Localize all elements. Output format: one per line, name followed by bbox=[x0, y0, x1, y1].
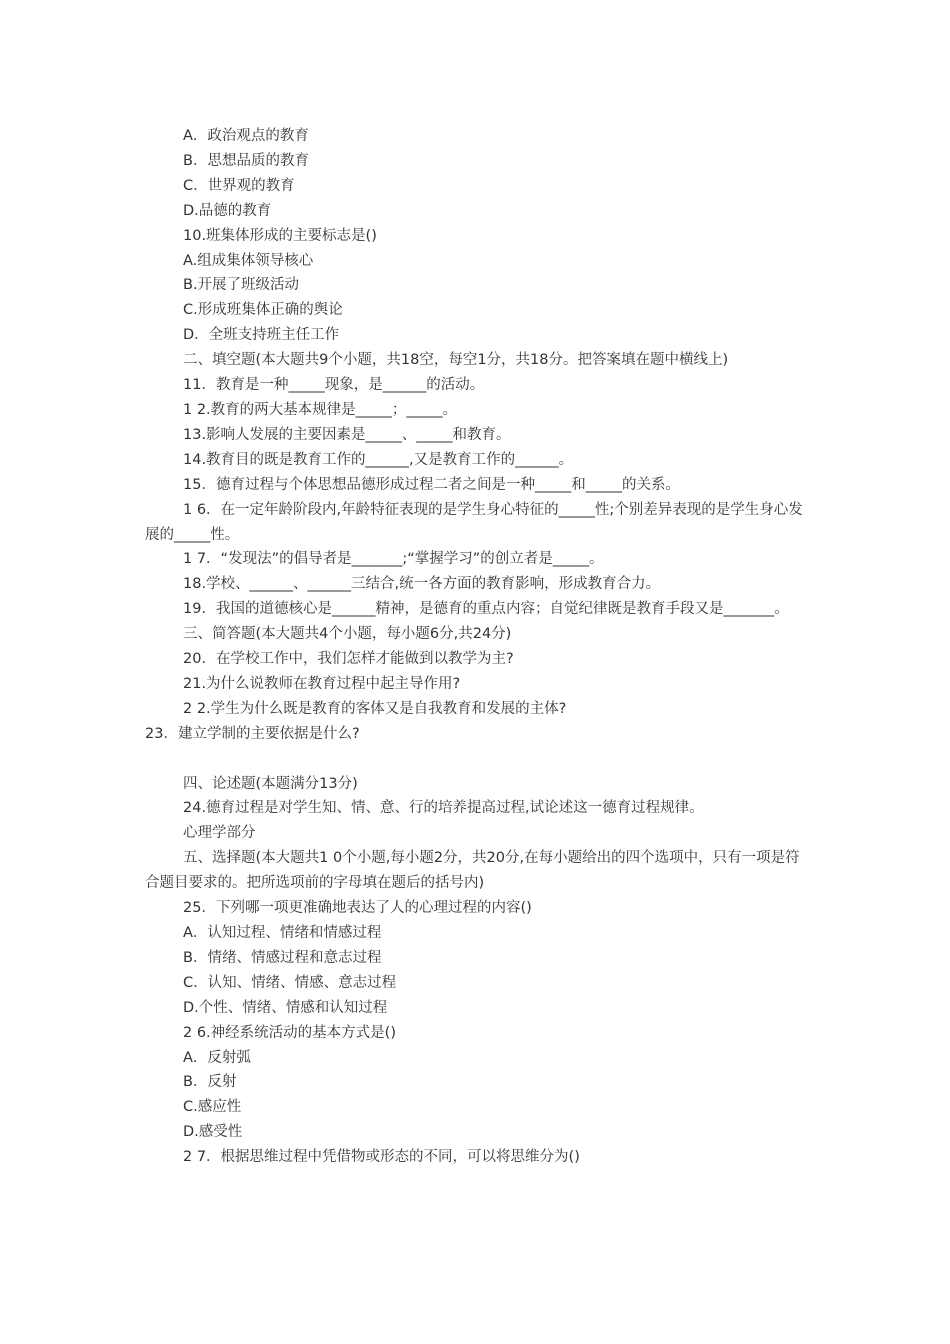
blank-line bbox=[145, 747, 810, 772]
section-2-heading: 二、填空题(本大题共9个小题，共18空，每空1分，共18分。把答案填在题中横线上) bbox=[183, 352, 729, 369]
option-26c: C.感应性 bbox=[183, 1099, 242, 1116]
question-14: 14.教育目的既是教育工作的______,又是教育工作的______。 bbox=[183, 451, 574, 468]
psychology-part-heading: 心理学部分 bbox=[183, 825, 256, 842]
question-26: 2 6.神经系统活动的基本方式是() bbox=[183, 1024, 396, 1041]
document-body bbox=[145, 124, 810, 1170]
question-23: 23．建立学制的主要依据是什么? bbox=[145, 725, 360, 742]
option-26a: A．反射弧 bbox=[183, 1049, 251, 1066]
question-25: 25．下列哪一项更准确地表达了人的心理过程的内容() bbox=[183, 900, 532, 917]
option-25d: D.个性、情绪、情感和认知过程 bbox=[183, 999, 388, 1016]
question-17: 1 7．“发现法”的倡导者是_______;“掌握学习”的创立者是_____。 bbox=[183, 551, 604, 568]
question-11: 11．教育是一种_____现象，是______的活动。 bbox=[183, 377, 485, 394]
option-25b: B．情绪、情感过程和意志过程 bbox=[183, 949, 382, 966]
section-4-heading: 四、论述题(本题满分13分) bbox=[183, 775, 358, 792]
question-10: 10.班集体形成的主要标志是() bbox=[183, 227, 377, 244]
question-20: 20．在学校工作中，我们怎样才能做到以教学为主? bbox=[183, 651, 514, 668]
question-13: 13.影响人发展的主要因素是_____、_____和教育。 bbox=[183, 426, 511, 443]
question-27: 2 7．根据思维过程中凭借物或形态的不同，可以将思维分为() bbox=[183, 1149, 580, 1166]
question-24: 24.德育过程是对学生知、情、意、行的培养提高过程,试论述这一德育过程规律。 bbox=[183, 800, 704, 817]
option-26d: D.感受性 bbox=[183, 1124, 243, 1141]
option-10a: A.组成集体领导核心 bbox=[183, 252, 314, 269]
option-10c: C.形成班集体正确的舆论 bbox=[183, 302, 343, 319]
option-25a: A．认知过程、情绪和情感过程 bbox=[183, 924, 382, 941]
option-9b: B．思想品质的教育 bbox=[183, 152, 309, 169]
question-18: 18.学校、______、______三结合,统一各方面的教育影响，形成教育合力。 bbox=[183, 576, 661, 593]
question-21: 21.为什么说教师在教育过程中起主导作用? bbox=[183, 675, 461, 692]
option-26b: B．反射 bbox=[183, 1074, 237, 1091]
section-5-heading: 五、选择题(本大题共1 0个小题,每小题2分，共20分,在每小题给出的四个选项中，只有一项是符合题目要求的。把所选项前的字母填在题后的括号内) bbox=[145, 850, 800, 892]
option-9d: D.品德的教育 bbox=[183, 202, 272, 219]
option-9a: A．政治观点的教育 bbox=[183, 128, 309, 144]
option-25c: C．认知、情绪、情感、意志过程 bbox=[183, 974, 397, 991]
option-10b: B.开展了班级活动 bbox=[183, 277, 300, 294]
question-22: 2 2.学生为什么既是教育的客体又是自我教育和发展的主体? bbox=[183, 700, 567, 717]
option-10d: D．全班支持班主任工作 bbox=[183, 327, 340, 344]
section-3-heading: 三、简答题(本大题共4个小题，每小题6分,共24分) bbox=[183, 626, 512, 643]
question-19: 19．我国的道德核心是______精神，是德育的重点内容；自觉纪律既是教育手段又是_______。 bbox=[183, 601, 789, 618]
question-15: 15．德育过程与个体思想品德形成过程二者之间是一种_____和_____的关系。 bbox=[183, 476, 680, 493]
question-12: 1 2.教育的两大基本规律是_____；_____。 bbox=[183, 401, 458, 418]
question-16: 1 6．在一定年龄阶段内,年龄特征表现的是学生身心特征的_____性;个别差异表现的是学生身心发展的_____性。 bbox=[145, 501, 803, 543]
option-9c: C．世界观的教育 bbox=[183, 177, 295, 194]
